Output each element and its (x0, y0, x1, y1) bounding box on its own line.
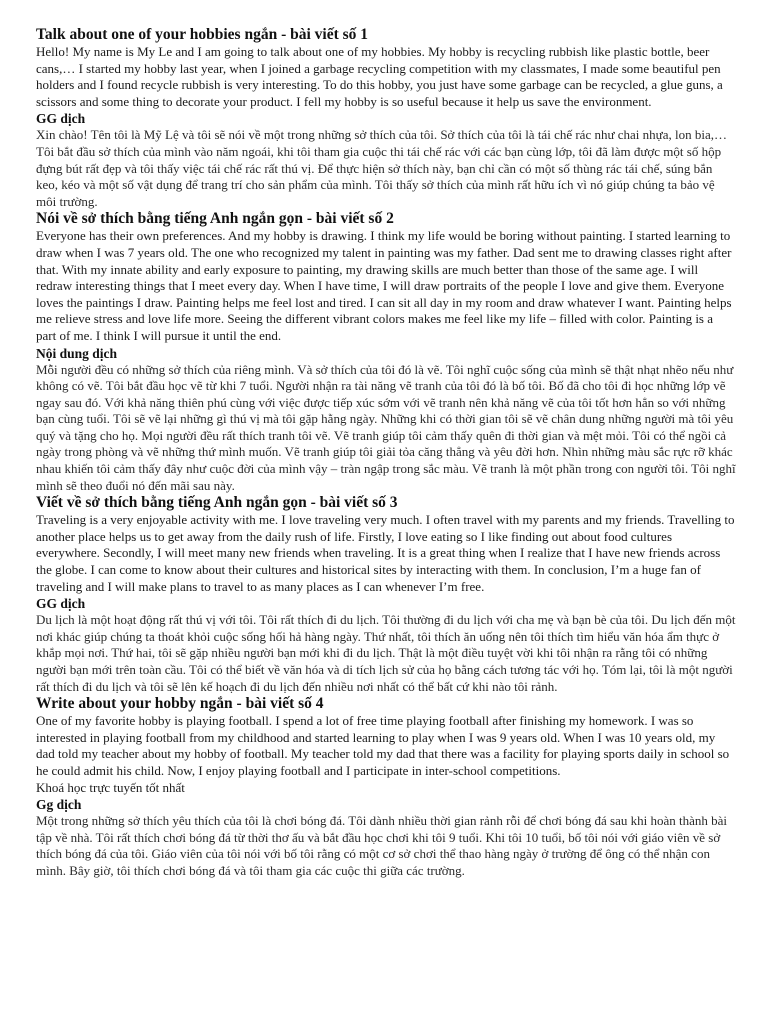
course-note: Khoá học trực tuyến tốt nhất (36, 779, 185, 795)
essay-4-title: Write about your hobby ngắn - bài viết số 4 (36, 695, 324, 713)
essay-2 (36, 210, 736, 494)
essay-1-translation-text: Xin chào! Tên tôi là Mỹ Lệ và tôi sẽ nói về một trong những sở thích của tôi. Sở thích của tôi là tái chế rác như chai nhựa, lon bia,… Tôi bắt đầu sở thích của mình vào năm ngoái, khi tôi tham gia cuộc thi tái chế rác với các bạn cùng lớp, tôi đã làm được một số hộp đựng bút rất đẹp và tôi thấy việc tái chế rác rất thú vị. Để thực hiện sở thích này, bạn chỉ cần có một số thùng rác tái chế, súng bắn keo, kéo và một số vật dụng để trang trí cho sản phẩm của mình. Tôi thấy sở thích của mình rất hữu ích vì nó giúp chúng ta bảo vệ môi trường. (36, 127, 727, 209)
essay-2-title: Nói về sở thích bằng tiếng Anh ngắn gọn - bài viết số 2 (36, 210, 394, 228)
essay-4-english-text: One of my favorite hobby is playing football. I spend a lot of free time playing football after finishing my homework. I was so interested in playing football from my childhood and started learning to play when I was 9 years old. When I was 10 years old, my dad told my teacher about my hobby of football. My teacher told my dad that there was a facility for playing sports daily in school so he could admit his child. Now, I enjoy playing football and I participate in inter-school competitions. (36, 713, 730, 778)
essay-3-english-text: Traveling is a very enjoyable activity with me. I love traveling very much. I often travel with my parents and my friends. Travelling to another place helps us to get away from the daily rush of life. Firstly, I love eating so I like finding out about food cultures everywhere. Secondly, I will meet many new friends when traveling. It is a great thing when I realize that I have new friends across the globe. I can come to know about their cultures and historical sites by interacting with them. In conclusion, I’m a huge fan of traveling and I will make plans to travel to as many places as I can whenever I’m free. (36, 512, 735, 594)
essay-1-translation-label: GG dịch (36, 111, 86, 127)
essay-3-translation-text: Du lịch là một hoạt động rất thú vị với tôi. Tôi rất thích đi du lịch. Tôi thường đi du lịch với cha mẹ và bạn bè của tôi. Du lịch đến một nơi khác giúp chúng ta thoát khỏi cuộc sống hối hả hàng ngày. Thứ nhất, tôi thích ăn uống nên tôi thích tìm hiểu văn hóa ẩm thực ở khắp mọi nơi. Thứ hai, tôi sẽ gặp nhiều người bạn mới khi đi du lịch. Thật là một điều tuyệt vời khi tôi nhận ra rằng tôi có những người bạn mới trên toàn cầu. Tôi có thể biết về văn hóa và di tích lịch sử của họ bằng cách tương tác với họ. Tóm lại, tôi là một người rất thích đi du lịch và tôi sẽ lên kế hoạch đi du lịch đến nhiều nơi nhất có thể bất cứ khi nào tôi rảnh. (36, 612, 736, 694)
essay-3-translation-label: GG dịch (36, 596, 86, 612)
essay-2-translation-label: Nội dung dịch (36, 345, 118, 361)
essay-3 (36, 494, 736, 695)
essay-1-title: Talk about one of your hobbies ngắn - bài viết số 1 (36, 26, 369, 43)
essay-2-english-text: Everyone has their own preferences. And my hobby is drawing. I think my life would be boring without painting. I started learning to draw when I was 7 years old. The one who recognized my talent in painting was my father. Dad sent me to drawing classes right after that. With my innate ability and early exposure to painting, my drawing skills are much better than those of the same age. I will redraw interesting things that I meet every day. When I have time, I will draw portraits of the people I love and give them. Everyone loves the paintings I draw. Painting helps me feel lost and tired. I can sit all day in my room and draw whatever I want. Painting helps me relieve stress and love life more. Seeing the different vibrant colors makes me feel like my life – filled with color. Painting is a part of me. I think I will pursue it until the end. (36, 228, 732, 343)
essay-1-english-text: Hello! My name is My Le and I am going to talk about one of my hobbies. My hobby is recycling rubbish like plastic bottle, beer cans,… I started my hobby last year, when I joined a garbage recycling competition with my classmates, I made some beautiful pen holders and I found recycle rubbish is very interesting. To do this hobby, you just have some garbage can be recycled, a glue guns, a scissors and some thing to decorate your product. I fell my hobby is so useful because it help us save the environment. (36, 44, 723, 109)
essay-1 (36, 26, 736, 210)
essay-3-title: Viết về sở thích bằng tiếng Anh ngắn gọn - bài viết số 3 (36, 494, 398, 512)
essay-4 (36, 695, 736, 879)
essay-4-translation-label: Gg dịch (36, 797, 82, 813)
essay-2-translation-text: Mỗi người đều có những sở thích của riêng mình. Và sở thích của tôi đó là vẽ. Tôi nghĩ cuộc sống của mình sẽ thật nhạt nhẽo nếu như không có vẽ. Tôi bắt đầu học vẽ từ khi 7 tuổi. Người nhận ra tài năng vẽ tranh của tôi đó là bố tôi. Bố đã cho tôi đi học những lớp vẽ ngay sau đó. Với khả năng thiên phú cùng với việc được tiếp xúc sớm với vẽ tranh nên khả năng vẽ của tôi tốt hơn hẳn so với những bạn cùng tuổi. Tôi sẽ vẽ lại những gì thú vị mà tôi gặp hằng ngày. Những khi có thời gian tôi sẽ vẽ chân dung những người mà tôi yêu quý và tặng cho họ. Mọi người đều rất thích tranh tôi vẽ. Vẽ tranh giúp tôi cảm thấy quên đi thời gian và mệt mỏi. Tôi có thể ngồi cả ngày trong phòng và vẽ những thứ mình muốn. Vẽ tranh giúp tôi giải tỏa căng thẳng và yêu đời hơn. Nhìn những màu sắc rực rỡ khác nhau khiến tôi cảm thấy đây như cuộc đời của mình vậy – tràn ngập trong sắc màu. Vẽ tranh là một phần trong con người tôi. Tôi nghĩ mình sẽ theo đuổi nó đến mãi sau này. (36, 361, 736, 493)
essay-4-translation-text: Một trong những sở thích yêu thích của tôi là chơi bóng đá. Tôi dành nhiều thời gian rảnh rỗi để chơi bóng đá sau khi hoàn thành bài tập về nhà. Tôi rất thích chơi bóng đá từ thời thơ ấu và bắt đầu học chơi khi tôi 9 tuổi. Khi tôi 10 tuổi, bố tôi nói với giáo viên về sở thích bóng đá của tôi. Giáo viên của tôi nói với bố tôi rằng có một cơ sở chơi thể thao hàng ngày ở trường để ông có thể nhận con mình. Bây giờ, tôi thích chơi bóng đá và tôi tham gia các cuộc thi giữa các trường. (36, 813, 728, 878)
document-page (36, 26, 736, 880)
